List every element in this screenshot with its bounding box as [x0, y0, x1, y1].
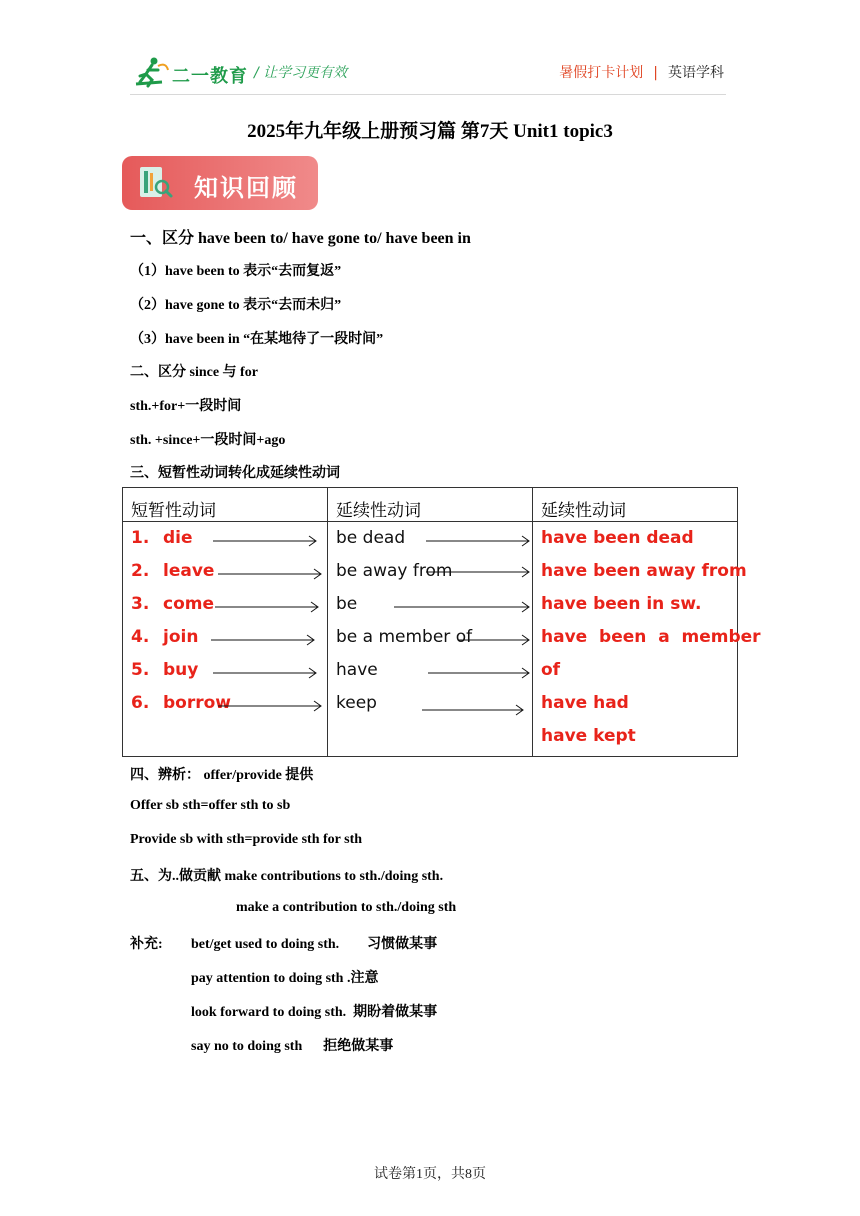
right-arrow-icon — [213, 667, 318, 679]
col-momentary — [123, 522, 328, 757]
plan-label: 暑假打卡计划 — [559, 65, 644, 81]
list-item: be a member of — [336, 627, 473, 647]
list-item: have been in sw. — [541, 594, 702, 614]
supplement-item-3: look forward to doing sth. 期盼着做某事 — [191, 1005, 438, 1020]
supplement-item-1: bet/get used to doing sth. 习惯做某事 — [191, 937, 438, 952]
section-4-item-1: Offer sb sth=offer sth to sb — [130, 798, 291, 813]
verb-conversion-table — [122, 487, 761, 757]
right-arrow-icon — [211, 634, 316, 646]
book-icon — [134, 163, 174, 203]
banner-title: 知识回顾 — [194, 174, 298, 202]
right-arrow-icon — [218, 568, 323, 580]
right-arrow-icon — [218, 700, 323, 712]
section-2-item-1: sth.+for+一段时间 — [130, 399, 242, 414]
right-arrow-icon — [458, 634, 531, 646]
right-arrow-icon — [394, 601, 531, 613]
section-banner — [122, 156, 318, 210]
list-item: 1. die — [131, 528, 193, 548]
right-arrow-icon — [426, 566, 531, 578]
header-divider — [130, 94, 726, 95]
logo-text: 二一教育 — [172, 66, 248, 87]
section-1-title: 一、区分 have been to/ have gone to/ have been in — [130, 230, 471, 247]
page-footer: 试卷第1页，共8页 — [374, 1167, 486, 1182]
section-4-title: 四、辨析： offer/provide 提供 — [130, 768, 314, 783]
section-2-item-2: sth. +since+一段时间+ago — [130, 433, 286, 448]
header-right — [559, 62, 724, 82]
list-item: of — [541, 660, 561, 680]
list-item: be away from — [336, 561, 453, 581]
right-arrow-icon — [422, 704, 525, 716]
supplement-label: 补充: — [130, 937, 163, 952]
list-item: 4. join — [131, 627, 199, 647]
list-item: 5. buy — [131, 660, 199, 680]
section-1-item-2: （2）have gone to 表示“去而未归” — [130, 298, 342, 313]
list-item: have — [336, 660, 378, 680]
list-item: 2. leave — [131, 561, 215, 581]
right-arrow-icon — [426, 535, 531, 547]
right-arrow-icon — [213, 535, 318, 547]
table-header: 延续性动词 — [328, 488, 533, 522]
section-5-item-2: make a contribution to sth./doing sth — [236, 900, 457, 915]
subject-label: 英语学科 — [668, 65, 724, 81]
section-1-item-3: （3）have been in “在某地待了一段时间” — [130, 332, 384, 347]
col-perfect — [533, 522, 761, 757]
section-3-title: 三、短暂性动词转化成延续性动词 — [130, 466, 340, 481]
supplement-item-2: pay attention to doing sth .注意 — [191, 971, 379, 986]
list-item: keep — [336, 693, 377, 713]
list-item: be — [336, 594, 358, 614]
page-header — [0, 0, 860, 100]
supplement-item-4: say no to doing sth 拒绝做某事 — [191, 1039, 394, 1054]
list-item: have kept — [541, 726, 636, 746]
slogan: / 让学习更有效 — [254, 65, 348, 81]
table-header: 延续性动词 — [533, 488, 738, 522]
list-item: have been a member — [541, 627, 761, 647]
table-header: 短暂性动词 — [123, 488, 328, 522]
right-arrow-icon — [215, 601, 320, 613]
header-separator: | — [653, 65, 658, 81]
list-item: have been away from — [541, 561, 747, 581]
right-arrow-icon — [428, 667, 531, 679]
list-item: have been dead — [541, 528, 694, 548]
table-body-row — [123, 522, 738, 757]
list-item: be dead — [336, 528, 406, 548]
page-title: 2025年九年级上册预习篇 第7天 Unit1 topic3 — [247, 121, 613, 142]
list-item: 3. come — [131, 594, 214, 614]
section-2-title: 二、区分 since 与 for — [130, 365, 258, 380]
list-item: 6. borrow — [131, 693, 231, 713]
list-item: have had — [541, 693, 629, 713]
section-1-item-1: （1）have been to 表示“去而复返” — [130, 264, 342, 279]
section-4-item-2: Provide sb with sth=provide sth for sth — [130, 832, 363, 847]
section-5-title: 五、为..做贡献 make contributions to sth./doing sth. — [130, 869, 444, 884]
table-header-row — [123, 488, 738, 522]
col-durative — [328, 522, 533, 757]
